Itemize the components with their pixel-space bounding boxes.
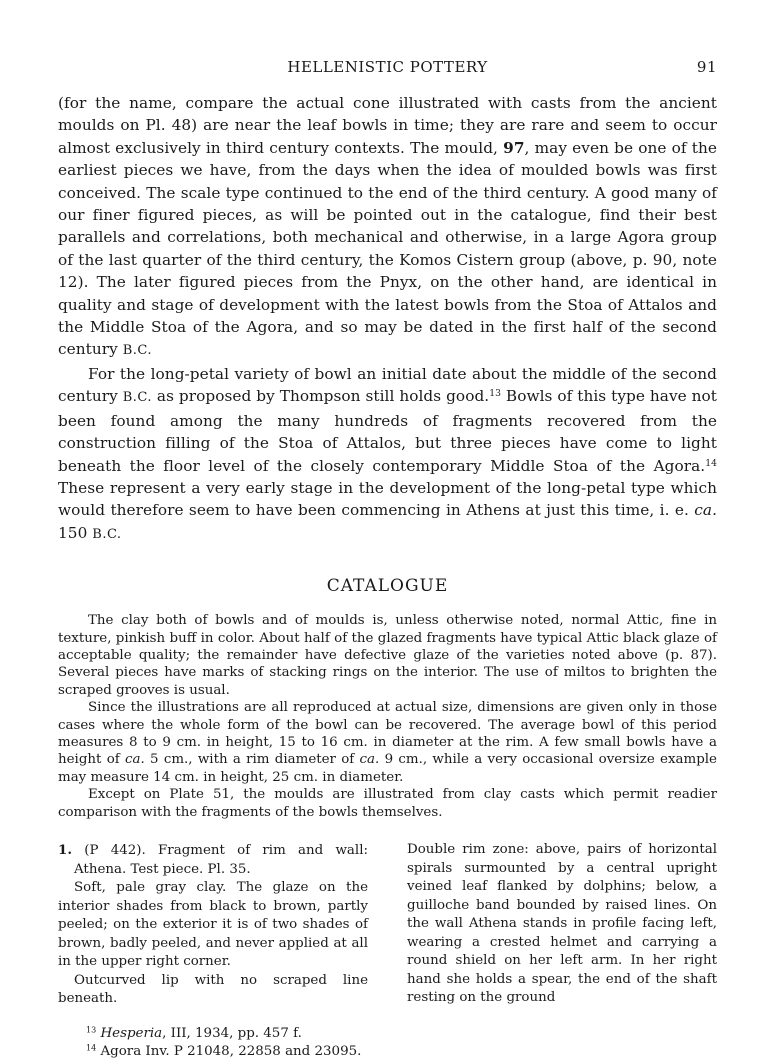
running-title: HELLENISTIC POTTERY [287,58,488,76]
page [58,56,717,1061]
circa-abbrev: ca. [359,752,380,768]
footnote-text: Agora Inv. P 21048, 22858 and 23095. [96,1043,362,1059]
footnote-13 [86,1025,717,1043]
page-number: 91 [696,58,717,76]
entry-description-continued: Double rim zone: above, pairs of horizontal spirals surmounted by a central upright veined leaf flanked by dolphins; below, a guilloche band bounded by raised lines. On the wall Athena stands in profile facing left, wearing a crested helmet and carrying a round shield on her left arm. In her right hand she holds a spear, the end of the shaft resting on the ground [407,842,717,1005]
entry-number: 1. [58,842,72,858]
text-span: 5 cm., with a rim diameter of [144,752,360,768]
text-span: , may even be one of the earliest pieces we have, from the days when the idea of moulded bowls was first conceived. The scale type continued to the end of the third century. A good many of our finer figured pieces, as will be pointed out in the catalogue, find their best parallels and correlations, both mechanical and otherwise, in a large Agora group of the last quarter of the third century, the Komos Cistern group (above, p. 90, note 12). The later figured pieces from the Pnyx, on the other hand, are identical in quality and stage of development with the latest bowls from the Stoa of Attalos and the Middle Stoa of the Agora, and so may be dated in the first half of the second century [58,138,718,359]
paragraph-1 [58,92,717,363]
footnotes [58,1025,717,1061]
era-abbrev: B.C. [92,526,122,542]
text-span: (for the name, compare the actual cone illustrated with casts from the ancient moulds on Pl. 48) are near the leaf bowls in time; they are rare and seem to occur almost exclusively in third century contexts. The mould, [58,94,717,157]
journal-title: Hesperia [100,1025,163,1041]
entry-heading [58,841,368,879]
entry-heading-text: (P 442). Fragment of rim and wall: Athena. Test piece. Pl. 35. [71,843,368,877]
text-span: 150 [58,523,93,542]
text-span: Bowls of this type have not been found among the many hundreds of fragments recovered from the construction filling of the Stoa of Attalos, but three pieces have come to light beneath the floor level of the closely contemporary Middle Stoa of the Agora. [58,387,718,475]
footnote-number: 14 [86,1043,97,1053]
intro-paragraph-2 [58,699,717,786]
footnote-ref-14: 14 [705,457,717,469]
text-span: For the long-petal variety of bowl an initial date about the middle of the second century [58,364,717,406]
intro-paragraph-1: The clay both of bowls and of moulds is, unless otherwise noted, normal Attic, fine in texture, pinkish buff in color. About half of the glazed fragments have typical Attic black glaze of acceptable quality; the remainder have defective glaze of the varieties noted above (p. 87). Several pieces have marks of stacking rings on the interior. The use of miltos to brighten the scraped grooves is usual. [58,613,717,698]
text-span: 9 cm., while a very occasional oversize example may measure 14 cm. in height, 25 cm. in diameter. [58,752,717,785]
footnote-ref-13: 13 [489,388,501,400]
text-span: These represent a very early stage in the development of the long-petal type which would therefore seem to have been commencing in Athens at just this time, i. e. [58,478,717,520]
circa-abbrev: ca. [125,752,145,768]
text-span: as proposed by Thompson still holds good. [152,387,490,406]
mould-reference: 97 [503,138,525,157]
entry-description: Soft, pale gray clay. The glaze on the interior shades from black to brown, partly peeled; on the exterior it is of two shades of brown, badly peeled, and never applied at all in the upper right corner. [58,880,368,969]
catalogue-entries [58,841,717,1009]
catalogue-intro [58,612,717,821]
body-text [58,92,717,546]
era-abbrev: B.C. [122,390,153,406]
section-title: CATALOGUE [326,576,449,597]
intro-paragraph-3: Except on Plate 51, the moulds are illustrated from clay casts which permit readier comparison with the fragments of the bowls themselves. [58,787,717,820]
footnote-14 [86,1043,717,1061]
text-span: Since the illustrations are all reproduced at actual size, dimensions are given only in those cases where the whole form of the bowl can be recovered. The average bowl of this period measures 8 to 9 cm. in height, 15 to 16 cm. in diameter at the rim. A few small bowls have a height of [58,700,717,768]
footnote-text: , III, 1934, pp. 457 f. [162,1025,302,1041]
circa-abbrev: ca. [694,501,717,520]
paragraph-2 [58,363,717,546]
running-head [58,56,717,80]
era-abbrev: B.C. [122,343,152,359]
footnote-number: 13 [86,1025,97,1035]
catalogue-column-right [407,841,717,1009]
catalogue-column-left [58,841,368,1009]
entry-description: Outcurved lip with no scraped line beneath. [58,972,368,1006]
